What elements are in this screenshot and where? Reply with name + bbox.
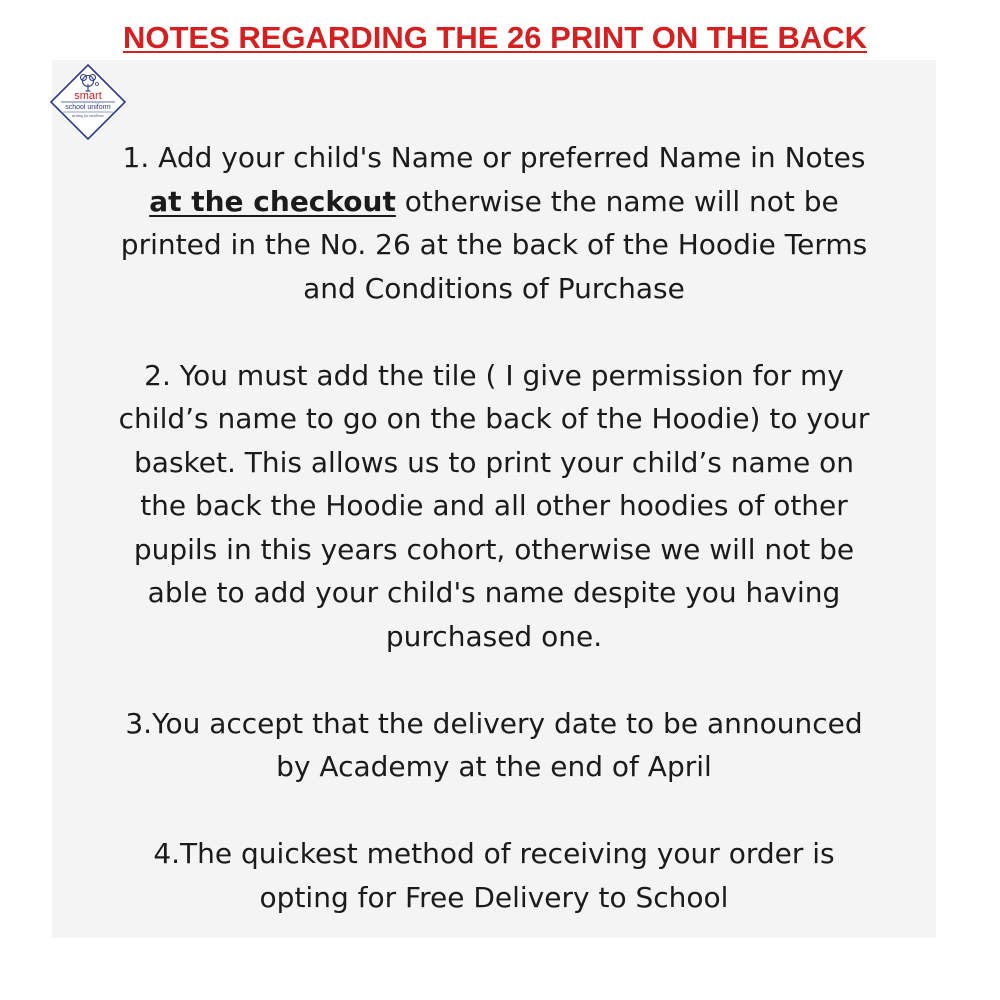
note-2 <box>62 354 926 659</box>
note-1-line-1: 1. Add your child's Name or preferred Name in Notes <box>122 141 866 174</box>
note-4-line-2: opting for Free Delivery to School <box>259 880 729 914</box>
note-2-line-3: basket. This allows us to print your child’s name on <box>134 445 854 479</box>
logo-subtitle: school uniform <box>65 104 111 111</box>
note-3-line-2: by Academy at the end of April <box>276 750 712 783</box>
smart-school-uniform-logo <box>48 62 128 142</box>
notes-content <box>62 136 926 919</box>
logo-tagline: striving for excellence <box>72 114 104 118</box>
note-1-line-2 <box>62 180 926 224</box>
note-2-line-6: able to add your child's name despite you having <box>147 576 841 609</box>
note-1 <box>62 136 926 310</box>
note-3 <box>62 702 926 789</box>
note-3-line-1: 3.You accept that the delivery date to be announced <box>125 706 863 740</box>
note-2-line-4: the back the Hoodie and all other hoodies of other <box>140 489 848 522</box>
note-2-line-5: pupils in this years cohort, otherwise we will not be <box>133 532 855 566</box>
logo-word: smart <box>74 90 102 102</box>
page-title: NOTES REGARDING THE 26 PRINT ON THE BACK <box>122 20 868 55</box>
note-1-line-2-rest: otherwise the name will not be <box>395 184 839 218</box>
note-2-line-1: 2. You must add the tile ( I give permission for my <box>144 358 844 392</box>
checkout-emphasis: at the checkout <box>149 184 396 218</box>
note-1-line-3: printed in the No. 26 at the back of the Hoodie Terms <box>120 228 868 261</box>
note-1-line-4: and Conditions of Purchase <box>303 271 685 305</box>
note-4 <box>62 832 926 919</box>
note-2-line-7: purchased one. <box>385 619 603 653</box>
note-4-line-1: 4.The quickest method of receiving your order is <box>153 837 835 870</box>
note-2-line-2: child’s name to go on the back of the Hoodie) to your <box>118 402 870 435</box>
